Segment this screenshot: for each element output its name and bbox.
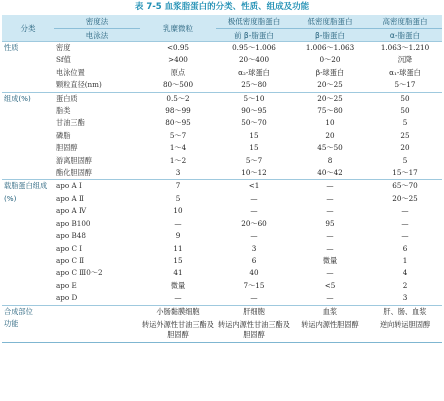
cell-hdl: 25 [400, 130, 410, 140]
row-item-label: 脂类 [56, 106, 71, 116]
row-item-label: apo B100 [56, 218, 91, 228]
cell-hdl: 逆向转运胆固醇 [368, 318, 442, 343]
cell-cm: 5～7 [169, 130, 187, 140]
cell-hdl: 2 [402, 280, 408, 290]
cell-cm: 小肠黏膜细胞 [140, 305, 216, 318]
row-item-label: 颗粒直径(nm) [56, 80, 102, 90]
table-row [2, 230, 442, 242]
cell-ldl: 1.006～1.063 [292, 42, 368, 55]
row-item-label: apo C Ⅱ [56, 255, 85, 265]
cell-hdl: — [401, 231, 409, 241]
cell-cm: 转运外源性甘油三酯及胆固醇 [140, 318, 216, 343]
cell-vldl: 20～400 [238, 55, 270, 65]
table-row [2, 155, 442, 167]
cell-ldl: 95 [325, 218, 335, 228]
table-row [2, 318, 442, 343]
table-row [2, 243, 442, 255]
row-item-label: 磷脂 [56, 130, 71, 140]
row-item-label: Sf值 [56, 55, 71, 65]
cell-hdl: 4 [402, 268, 408, 278]
cell-cm: 98～99 [165, 106, 191, 116]
cell-vldl: 20～60 [241, 218, 267, 228]
lipoprotein-table [2, 15, 442, 343]
cell-hdl: 1.063～1.210 [368, 42, 442, 55]
cell-vldl: 5～10 [216, 92, 292, 105]
cell-cm: — [174, 218, 182, 228]
cell-vldl: 5～7 [245, 155, 263, 165]
cell-vldl: 3 [251, 243, 257, 253]
cell-vldl: <1 [216, 180, 292, 193]
cell-cm: 3 [175, 168, 181, 178]
cell-ldl: — [326, 206, 334, 216]
cell-vldl: 50～70 [241, 118, 267, 128]
table-row [2, 67, 442, 79]
table-row [2, 167, 442, 180]
cell-vldl: 转运内源性甘油三酯及胆固醇 [216, 318, 292, 343]
header-beta: β-脂蛋白 [292, 29, 368, 42]
cell-hdl: 65～70 [368, 180, 442, 193]
cell-vldl: — [250, 193, 258, 203]
table-row [2, 54, 442, 66]
table-row [2, 142, 442, 154]
row-item-label: 电泳位置 [56, 67, 85, 77]
section-label: 组成(%) [2, 92, 54, 180]
row-item-label: apo C Ⅲ0～2 [56, 268, 103, 278]
cell-ldl: 转运内源性胆固醇 [292, 318, 368, 343]
row-item-label: apo C Ⅰ [56, 243, 83, 253]
cell-vldl: — [250, 293, 258, 303]
cell-cm: 41 [173, 268, 183, 278]
cell-vldl: — [250, 206, 258, 216]
cell-ldl: 血浆 [292, 305, 368, 318]
header-alpha: α-脂蛋白 [368, 29, 442, 42]
table-row [2, 92, 442, 105]
cell-cm: 80～95 [165, 118, 191, 128]
cell-hdl: 50 [400, 106, 410, 116]
header-density-method: 密度法 [54, 15, 140, 29]
cell-cm: 80～500 [162, 80, 194, 90]
cell-hdl: 肝、肠、血浆 [368, 305, 442, 318]
cell-cm: 1～2 [169, 155, 187, 165]
cell-ldl: <5 [324, 280, 336, 290]
cell-vldl: 40 [249, 268, 259, 278]
cell-vldl: 90～95 [241, 106, 267, 116]
cell-hdl: 20～25 [392, 193, 418, 203]
cell-vldl: 10～12 [241, 168, 267, 178]
cell-hdl: α₁-球蛋白 [389, 67, 421, 77]
cell-ldl: 20 [325, 130, 335, 140]
cell-cm: 11 [173, 243, 183, 253]
section-label: 功能 [2, 318, 140, 343]
cell-hdl: 3 [402, 293, 408, 303]
section-label: 载脂蛋白组成(%) [2, 180, 54, 305]
cell-ldl: — [326, 243, 334, 253]
table-caption: 表 7-5 血浆脂蛋白的分类、性质、组成及功能 [134, 2, 310, 12]
cell-hdl: — [401, 206, 409, 216]
cell-ldl: 45～50 [317, 143, 343, 153]
cell-ldl: — [326, 231, 334, 241]
row-item-label: 游离胆固醇 [56, 155, 92, 165]
cell-hdl: — [401, 218, 409, 228]
cell-cm: 7 [140, 180, 216, 193]
cell-ldl: 20～25 [292, 92, 368, 105]
cell-vldl: 15 [249, 130, 259, 140]
table-row [2, 180, 442, 193]
cell-vldl: 15 [249, 143, 259, 153]
cell-vldl: α₂-球蛋白 [238, 67, 270, 77]
cell-hdl: 1 [402, 255, 408, 265]
table-row [2, 42, 442, 55]
table-row [2, 205, 442, 217]
header-vldl: 极低密度脂蛋白 [216, 15, 292, 29]
table-row [2, 79, 442, 92]
cell-vldl: — [250, 231, 258, 241]
row-item-label: apo A Ⅳ [56, 206, 87, 216]
table-row [2, 130, 442, 142]
cell-ldl: 8 [327, 155, 333, 165]
row-item-label: 甘油三酯 [56, 118, 85, 128]
row-item-label: 胆固醇 [56, 143, 78, 153]
row-item-label: 密度 [54, 42, 140, 55]
header-pre-beta: 前 β-脂蛋白 [216, 29, 292, 42]
cell-hdl: 5 [402, 118, 408, 128]
section-label: 性质 [2, 42, 54, 93]
cell-cm: 原点 [170, 67, 186, 77]
header-category: 分类 [2, 15, 54, 42]
cell-hdl: 6 [402, 243, 408, 253]
table-row [2, 292, 442, 305]
cell-vldl: 6 [251, 255, 257, 265]
cell-ldl: 20～25 [317, 80, 343, 90]
cell-hdl: 15～17 [392, 168, 418, 178]
cell-hdl: 5～17 [394, 80, 416, 90]
row-item-label: apo D [56, 293, 78, 303]
header-cm: 乳糜微粒 [140, 15, 216, 42]
cell-ldl: 75～80 [317, 106, 343, 116]
cell-vldl: 0.95～1.006 [216, 42, 292, 55]
cell-cm: 15 [173, 255, 183, 265]
header-ldl: 低密度脂蛋白 [292, 15, 368, 29]
row-item-label: apo E [56, 280, 77, 290]
cell-ldl: — [292, 180, 368, 193]
table-row [2, 255, 442, 267]
cell-hdl: 沉降 [397, 55, 413, 65]
row-item-label: apo A Ⅱ [56, 193, 84, 203]
cell-cm: — [174, 293, 182, 303]
cell-ldl: 0～20 [319, 55, 341, 65]
section-label: 合成部位 [2, 305, 140, 318]
cell-vldl: 25～80 [241, 80, 267, 90]
table-row [2, 305, 442, 318]
cell-ldl: β-球蛋白 [315, 67, 345, 77]
cell-cm: <0.95 [140, 42, 216, 55]
cell-cm: 10 [173, 206, 183, 216]
cell-hdl: 50 [368, 92, 442, 105]
cell-ldl: 微量 [322, 255, 338, 265]
cell-vldl: 肝细胞 [216, 305, 292, 318]
cell-hdl: 20 [400, 143, 410, 153]
table-row [2, 280, 442, 292]
cell-cm: 1～4 [169, 143, 187, 153]
table-row [2, 193, 442, 205]
cell-cm: >400 [168, 55, 188, 65]
cell-cm: 9 [175, 231, 181, 241]
table-row [2, 117, 442, 129]
cell-cm: 微量 [170, 280, 186, 290]
cell-cm: 5 [175, 193, 181, 203]
header-hdl: 高密度脂蛋白 [368, 15, 442, 29]
row-item-label: apo B48 [56, 231, 86, 241]
row-item-label: apo A Ⅰ [54, 180, 140, 193]
cell-cm: 0.5～2 [140, 92, 216, 105]
table-row [2, 218, 442, 230]
table-row [2, 267, 442, 279]
cell-ldl: — [326, 293, 334, 303]
cell-ldl: 10 [325, 118, 335, 128]
row-item-label: 蛋白质 [54, 92, 140, 105]
cell-hdl: 5 [402, 155, 408, 165]
header-electro-method: 电泳法 [54, 29, 140, 42]
cell-ldl: 40～42 [317, 168, 343, 178]
row-item-label: 酯化胆固醇 [56, 168, 92, 178]
table-row [2, 105, 442, 117]
cell-ldl: — [326, 268, 334, 278]
cell-ldl: — [326, 193, 334, 203]
cell-vldl: 7～15 [243, 280, 265, 290]
